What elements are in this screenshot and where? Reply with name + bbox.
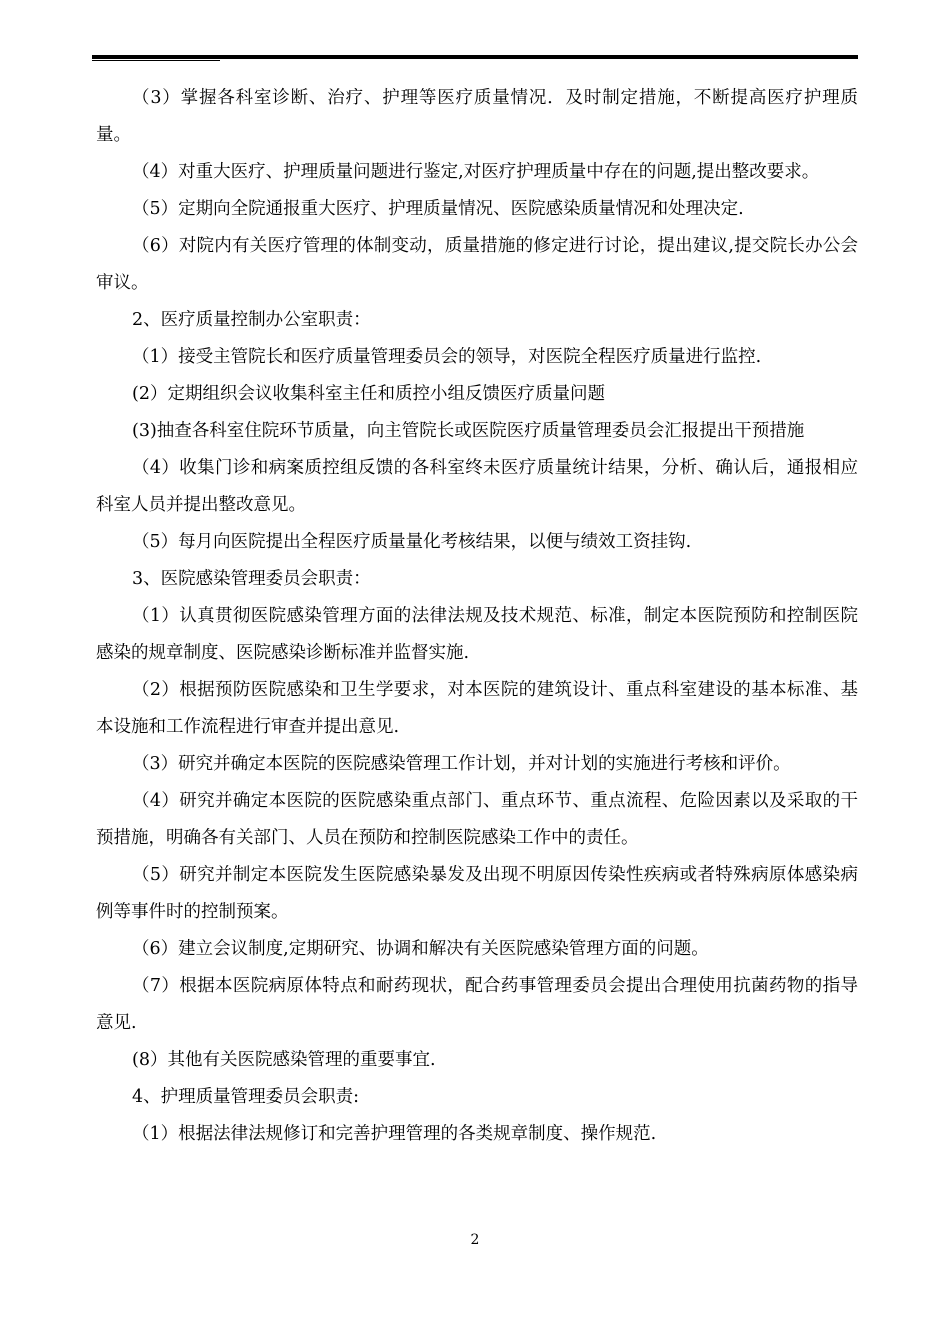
paragraph: （6）建立会议制度,定期研究、协调和解决有关医院感染管理方面的问题。 <box>132 939 709 959</box>
paragraph: （1）认真贯彻医院感染管理方面的法律法规及技术规范、标准，制定本医院预防和控制医院感染的规章制度、医院感染诊断标准并监督实施. <box>96 606 858 663</box>
paragraph: (2）定期组织会议收集科室主任和质控小组反馈医疗质量问题 <box>132 384 605 404</box>
paragraph: （3）研究并确定本医院的医院感染管理工作计划，并对计划的实施进行考核和评价。 <box>132 754 791 774</box>
paragraph: （3）掌握各科室诊断、治疗、护理等医疗质量情况．及时制定措施，不断提高医疗护理质量。 <box>96 88 858 145</box>
paragraph: （4）对重大医疗、护理质量问题进行鉴定,对医疗护理质量中存在的问题,提出整改要求。 <box>132 162 820 182</box>
page-number: 2 <box>470 1232 480 1248</box>
paragraph: （1）根据法律法规修订和完善护理管理的各类规章制度、操作规范. <box>132 1124 657 1144</box>
paragraph: (8）其他有关医院感染管理的重要事宜. <box>132 1050 436 1070</box>
section-heading: 3、医院感染管理委员会职责： <box>132 569 371 589</box>
paragraph: （5）每月向医院提出全程医疗质量量化考核结果，以便与绩效工资挂钩. <box>132 532 692 552</box>
paragraph: （5）研究并制定本医院发生医院感染暴发及出现不明原因传染性疾病或者特殊病原体感染病例等事件时的控制预案。 <box>96 865 858 922</box>
paragraph: （7）根据本医院病原体特点和耐药现状，配合药事管理委员会提出合理使用抗菌药物的指导意见. <box>96 976 858 1033</box>
paragraph: （4）收集门诊和病案质控组反馈的各科室终未医疗质量统计结果，分析、确认后，通报相应科室人员并提出整改意见。 <box>96 458 858 515</box>
paragraph: (3)抽查各科室住院环节质量，向主管院长或医院医疗质量管理委员会汇报提出干预措施 <box>132 421 805 441</box>
document-body <box>96 80 858 1153</box>
section-heading: 2、医疗质量控制办公室职责： <box>132 310 371 330</box>
section-heading: 4、护理质量管理委员会职责: <box>132 1087 360 1107</box>
paragraph: （4）研究并确定本医院的医院感染重点部门、重点环节、重点流程、危险因素以及采取的干预措施，明确各有关部门、人员在预防和控制医院感染工作中的责任。 <box>96 791 858 848</box>
paragraph: （1）接受主管院长和医疗质量管理委员会的领导，对医院全程医疗质量进行监控. <box>132 347 762 367</box>
header-rule-accent <box>92 60 220 61</box>
paragraph: （6）对院内有关医疗管理的体制变动，质量措施的修定进行讨论，提出建议,提交院长办公会审议。 <box>96 236 858 293</box>
paragraph: （5）定期向全院通报重大医疗、护理质量情况、医院感染质量情况和处理决定. <box>132 199 744 219</box>
header-rule <box>92 55 858 59</box>
paragraph: （2）根据预防医院感染和卫生学要求，对本医院的建筑设计、重点科室建设的基本标准、基本设施和工作流程进行审查并提出意见. <box>96 680 858 737</box>
